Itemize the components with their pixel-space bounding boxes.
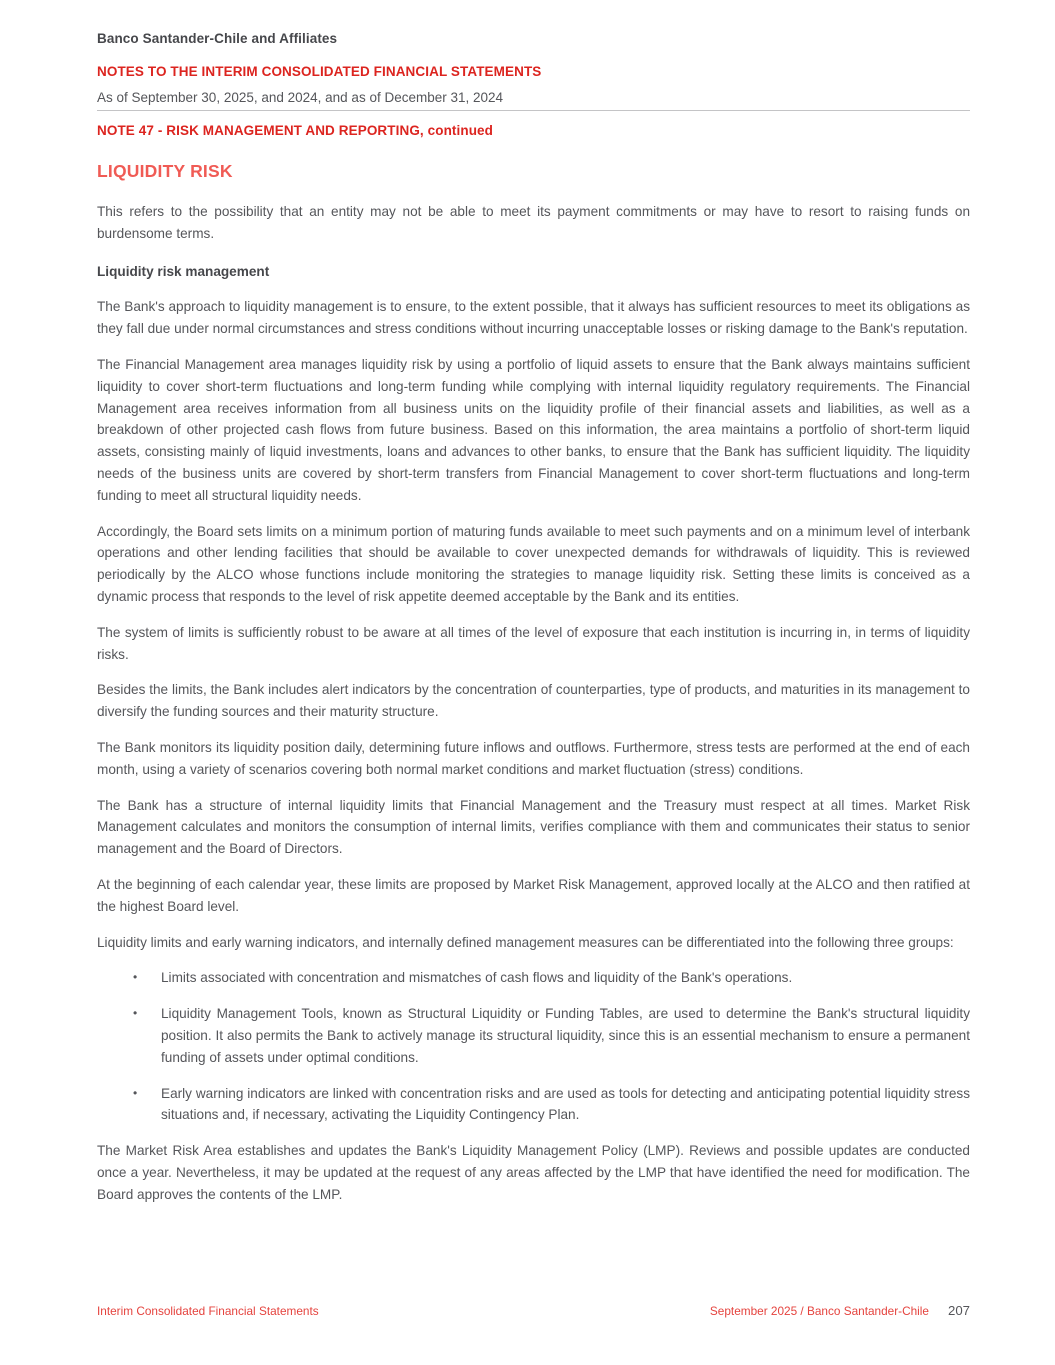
paragraph: Liquidity limits and early warning indicators, and internally defined management measures can be differentiated into the following three groups: xyxy=(97,934,954,950)
paragraph: The Bank's approach to liquidity management is to ensure, to the extent possible, that it always has sufficient resources to meet its obligations as they fall due under normal circumstances and stress conditions without incurring unacceptable losses or risking damage to the Bank's reputation. xyxy=(97,299,970,337)
bullet-list xyxy=(97,967,970,1126)
note-content xyxy=(97,160,970,1205)
bullet-marker: • xyxy=(133,970,138,985)
paragraph: The Bank monitors its liquidity position daily, determining future inflows and outflows. Furthermore, stress tests are performed at the end of each month, using a variety of scenarios covering both normal market conditions and market fluctuation (stress) conditions. xyxy=(97,739,970,777)
bullet-marker: • xyxy=(133,1006,138,1021)
subsection-heading: Liquidity risk management xyxy=(97,263,270,279)
page-number: 207 xyxy=(947,1303,970,1318)
paragraph-intro: This refers to the possibility that an entity may not be able to meet its payment commitments or may have to resort to raising funds on burdensome terms. xyxy=(97,204,970,241)
paragraph: At the beginning of each calendar year, these limits are proposed by Market Risk Management, approved locally at the ALCO and then ratified at the highest Board level. xyxy=(97,876,970,914)
page-footer xyxy=(97,1303,970,1318)
list-item xyxy=(97,1003,970,1068)
paragraph: The Bank has a structure of internal liquidity limits that Financial Management and the Treasury must respect at all times. Market Risk Management calculates and monitors the consumption of internal limits, verifies compliance with them and communicates their status to senior management and the Board of Directors. xyxy=(97,797,970,857)
list-item-text: Liquidity Management Tools, known as Structural Liquidity or Funding Tables, are used to determine the Bank's structural liquidity position. It also permits the Bank to actively manage its structural liquidity, since this is an essential mechanism to ensure a permanent funding of assets under optimal conditions. xyxy=(161,1006,970,1065)
list-item xyxy=(97,967,970,989)
header-divider xyxy=(97,110,970,111)
paragraph: The Financial Management area manages liquidity risk by using a portfolio of liquid assets to ensure that the Bank always maintains sufficient liquidity to cover short-term fluctuations and long-term funding while complying with internal liquidity regulatory requirements. The Financial Management area receives information from all business units on the liquidity profile of their financial assets and liabilities, as well as a breakdown of other projected cash flows from future business. Based on this information, the area maintains a portfolio of short-term liquid assets, consisting mainly of liquid investments, loans and advances to other banks, to ensure that the Bank has sufficient liquidity. The liquidity needs of the business units are covered by short-term transfers from Financial Management to cover short-term fluctuations and long-term funding to meet all structural liquidity needs. xyxy=(97,356,970,503)
paragraph-closing: The Market Risk Area establishes and updates the Bank's Liquidity Management Policy (LMP). Reviews and possible updates are conducted once a year. Nevertheless, it may be updated at the request of any areas affected by the LMP that have identified the need for modification. The Board approves the contents of the LMP. xyxy=(97,1143,970,1202)
note-title: NOTE 47 - RISK MANAGEMENT AND REPORTING, continued xyxy=(97,123,494,138)
footer-period: September 2025 xyxy=(709,1304,798,1318)
list-item-text: Early warning indicators are linked with concentration risks and are used as tools for detecting and anticipating potential liquidity stress situations and, if necessary, activating the Liquidity Contingency Plan. xyxy=(161,1085,970,1123)
paragraph: Besides the limits, the Bank includes alert indicators by the concentration of counterparties, type of products, and maturities in its management to diversify the funding sources and their maturity structure. xyxy=(97,682,970,720)
page-header xyxy=(97,30,970,139)
list-item-text: Limits associated with concentration and mismatches of cash flows and liquidity of the Bank's operations. xyxy=(161,970,793,986)
footer-right xyxy=(710,1303,970,1318)
footer-separator: / xyxy=(797,1304,807,1318)
list-item xyxy=(97,1083,970,1127)
section-title: LIQUIDITY RISK xyxy=(97,161,233,181)
document-title: NOTES TO THE INTERIM CONSOLIDATED FINANCIAL STATEMENTS xyxy=(97,64,542,79)
footer-left-text: Interim Consolidated Financial Statements xyxy=(97,1304,319,1318)
bullet-marker: • xyxy=(133,1085,138,1100)
paragraph: The system of limits is sufficiently robust to be aware at all times of the level of exposure that each institution is incurring in, in terms of liquidity risks. xyxy=(97,624,970,662)
footer-company: Banco Santander-Chile xyxy=(807,1304,929,1318)
paragraph: Accordingly, the Board sets limits on a minimum portion of maturing funds available to meet such payments and on a minimum level of interbank operations and other lending facilities that should be available to cover unexpected demands for withdrawals of liquidity. This is reviewed periodically by the ALCO whose functions include monitoring the strategies to manage liquidity risk. Setting these limits is conceived as a dynamic process that responds to the level of risk appetite deemed acceptable by the Bank and its entities. xyxy=(97,523,970,604)
company-name: Banco Santander-Chile and Affiliates xyxy=(97,31,338,46)
date-line: As of September 30, 2025, and 2024, and as of December 31, 2024 xyxy=(97,90,504,105)
